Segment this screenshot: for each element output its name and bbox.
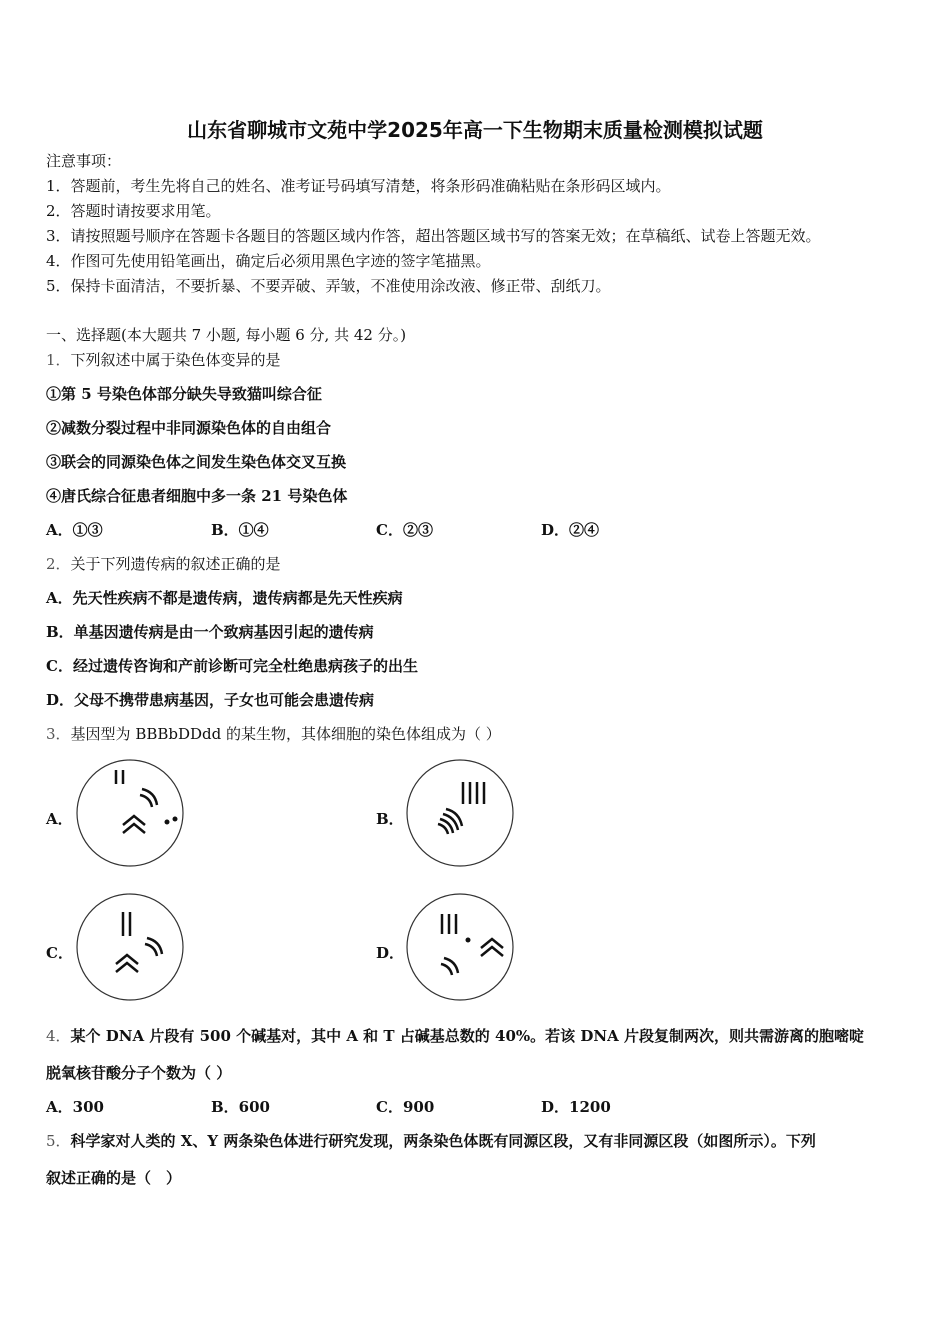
question-stem: 基因型为 BBBbDDdd 的某生物，其体细胞的染色体组成为（ ） <box>70 725 501 743</box>
cell-diagram-a <box>75 758 185 868</box>
option-c: C．经过遗传咨询和产前诊断可完全杜绝患病孩子的出生 <box>46 657 418 675</box>
option-d: D．1200 <box>541 1098 611 1116</box>
page-title: 山东省聊城市文苑中学2025年高一下生物期末质量检测模拟试题 <box>187 118 763 142</box>
note-item: 2．答题时请按要求用笔。 <box>46 202 221 220</box>
question-2 <box>46 554 281 574</box>
cell-diagram-b <box>405 758 515 868</box>
statement: ①第 5 号染色体部分缺失导致猫叫综合征 <box>46 385 322 403</box>
question-3 <box>46 724 501 744</box>
cell-diagram-c <box>75 892 185 1002</box>
note-item: 4．作图可先使用铅笔画出，确定后必须用黑色字迹的签字笔描黑。 <box>46 252 491 270</box>
question-number: 1． <box>46 351 71 369</box>
figure-label-b: B． <box>376 810 404 828</box>
question-stem-continued: 叙述正确的是（ ） <box>46 1169 182 1187</box>
option-a: A．300 <box>46 1098 104 1116</box>
question-number: 3． <box>46 725 71 743</box>
cell-diagram-d <box>405 892 515 1002</box>
option-b: B．600 <box>211 1098 270 1116</box>
option-b: B．单基因遗传病是由一个致病基因引起的遗传病 <box>46 623 374 641</box>
question-stem: 关于下列遗传病的叙述正确的是 <box>70 555 281 573</box>
note-item: 3．请按照题号顺序在答题卡各题目的答题区域内作答，超出答题区域书写的答案无效；在草稿纸、试卷上答题无效。 <box>46 227 821 245</box>
statement: ②减数分裂过程中非同源染色体的自由组合 <box>46 419 332 437</box>
option-a: A．先天性疾病不都是遗传病，遗传病都是先天性疾病 <box>46 589 403 607</box>
question-5 <box>46 1131 816 1151</box>
note-item: 5．保持卡面清洁，不要折暴、不要弄破、弄皱，不准使用涂改液、修正带、刮纸刀。 <box>46 277 611 295</box>
note-item: 1．答题前，考生先将自己的姓名、准考证号码填写清楚，将条形码准确粘贴在条形码区域内。 <box>46 177 671 195</box>
question-1 <box>46 350 281 370</box>
option-c: C．900 <box>376 1098 435 1116</box>
question-number: 4． <box>46 1027 71 1045</box>
question-4 <box>46 1026 864 1046</box>
option-b: B．①④ <box>211 521 269 539</box>
option-d: D．②④ <box>541 521 600 539</box>
question-stem: 科学家对人类的 X、Y 两条染色体进行研究发现，两条染色体既有同源区段，又有非同源区段（如图所示）。下列 <box>70 1132 816 1150</box>
option-c: C．②③ <box>376 521 433 539</box>
figure-label-a: A． <box>46 810 73 828</box>
figure-label-d: D． <box>376 944 405 962</box>
question-stem: 下列叙述中属于染色体变异的是 <box>70 351 281 369</box>
question-number: 5． <box>46 1132 71 1150</box>
option-a: A．①③ <box>46 521 103 539</box>
question-number: 2． <box>46 555 71 573</box>
figure-label-c: C． <box>46 944 73 962</box>
question-stem-continued: 脱氧核苷酸分子个数为（ ） <box>46 1064 232 1082</box>
statement: ③联会的同源染色体之间发生染色体交叉互换 <box>46 453 347 471</box>
section-heading: 一、选择题(本大题共 7 小题, 每小题 6 分, 共 42 分。) <box>46 326 407 344</box>
statement: ④唐氏综合征患者细胞中多一条 21 号染色体 <box>46 487 348 505</box>
option-d: D．父母不携带患病基因，子女也可能会患遗传病 <box>46 691 375 709</box>
notes-heading: 注意事项： <box>46 152 122 170</box>
question-stem: 某个 DNA 片段有 500 个碱基对，其中 A 和 T 占碱基总数的 40%。若该 DNA 片段复制两次，则共需游离的胞嘧啶 <box>70 1027 864 1045</box>
